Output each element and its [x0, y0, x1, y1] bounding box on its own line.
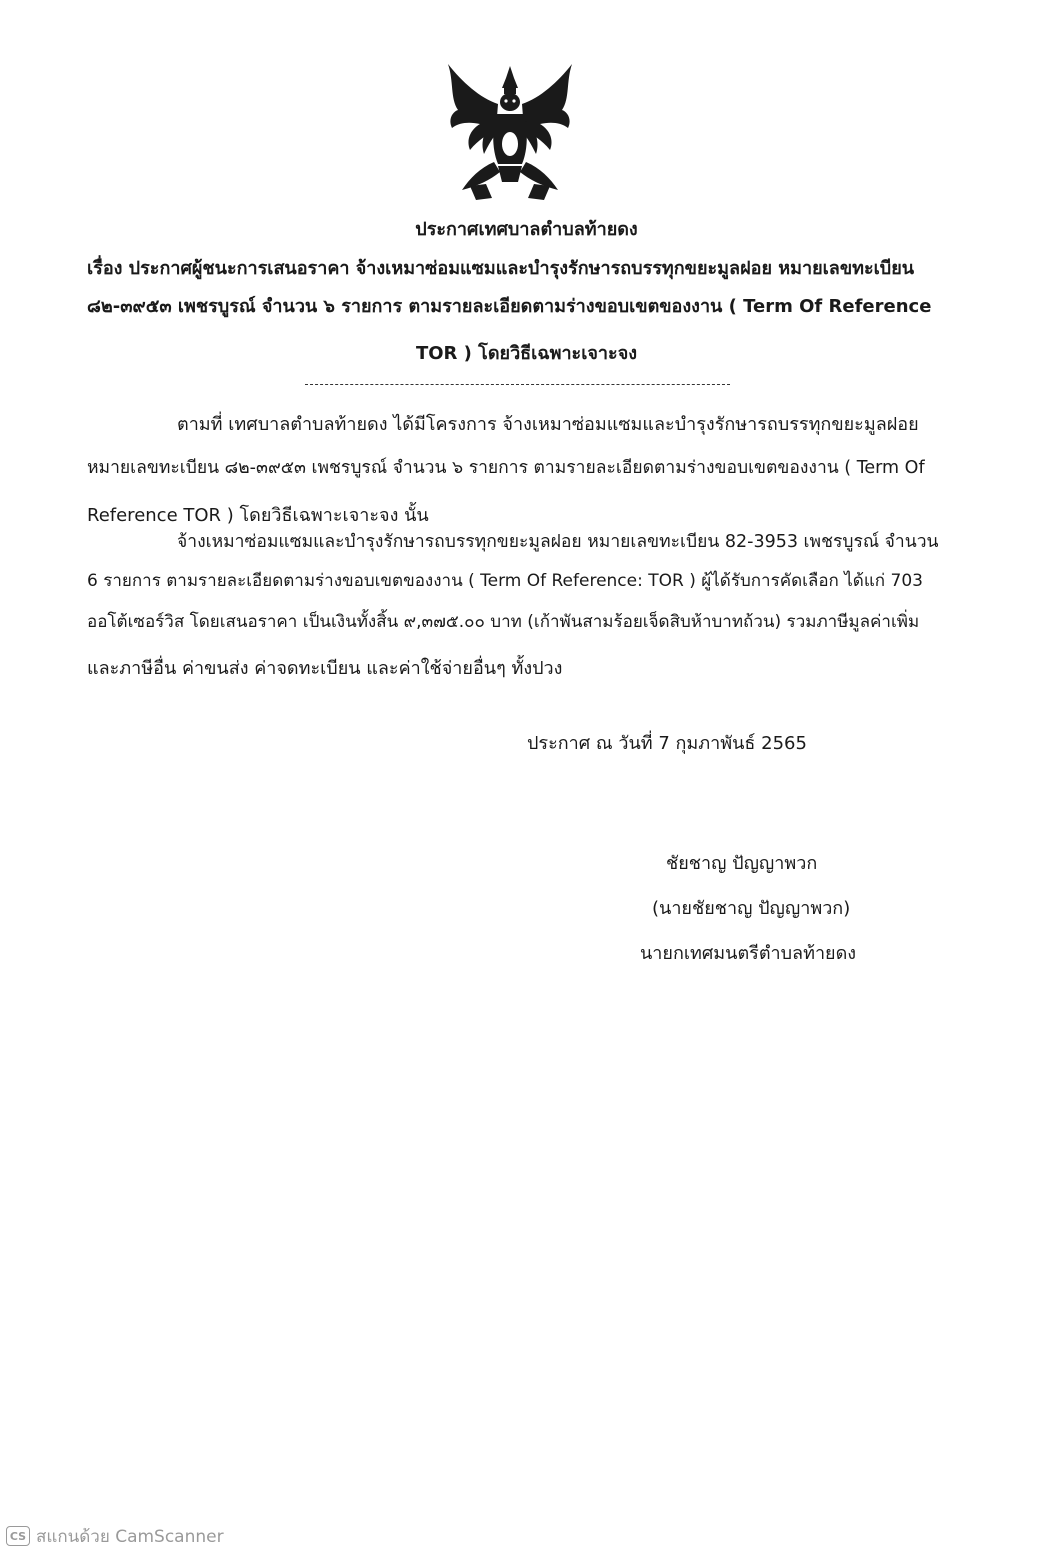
- camscanner-text: สแกนด้วย CamScanner: [36, 1526, 224, 1547]
- announcement-date: ประกาศ ณ วันที่ 7 กุมภาพันธ์ 2565: [527, 733, 807, 754]
- subject-line-1: เรื่อง ประกาศผู้ชนะการเสนอราคา จ้างเหมาซ่อมแซมและบำรุงรักษารถบรรทุกขยะมูลฝอย หมายเลขทะเบียน: [87, 258, 915, 279]
- camscanner-logo-icon: CS: [6, 1526, 30, 1546]
- office-title: ประกาศเทศบาลตำบลท้ายดง: [415, 219, 638, 240]
- paragraph2-line-3: ออโต้เซอร์วิส โดยเสนอราคา เป็นเงินทั้งสิ้น ๙,๓๗๕.๐๐ บาท (เก้าพันสามร้อยเจ็ดสิบห้าบาทถ้วน) รวมภาษีมูลค่าเพิ่ม: [87, 612, 920, 632]
- garuda-emblem-icon: [440, 58, 580, 203]
- paragraph1-line-2: หมายเลขทะเบียน ๘๒-๓๙๕๓ เพชรบูรณ์ จำนวน ๖ รายการ ตามรายละเอียดตามร่างขอบเขตของงาน ( Term Of: [87, 458, 925, 478]
- signer-full-name: (นายชัยชาญ ปัญญาพวก): [652, 898, 851, 919]
- subject-line-2: ๘๒-๓๙๕๓ เพชรบูรณ์ จำนวน ๖ รายการ ตามรายละเอียดตามร่างขอบเขตของงาน ( Term Of Reference: [87, 296, 932, 317]
- paragraph1-line-3: Reference TOR ) โดยวิธีเฉพาะเจาะจง นั้น: [87, 505, 429, 526]
- paragraph2-line-4: และภาษีอื่น ค่าขนส่ง ค่าจดทะเบียน และค่าใช้จ่ายอื่นๆ ทั้งปวง: [87, 658, 563, 679]
- paragraph2-line-1: จ้างเหมาซ่อมแซมและบำรุงรักษารถบรรทุกขยะมูลฝอย หมายเลขทะเบียน 82-3953 เพชรบูรณ์ จำนวน: [177, 532, 939, 552]
- camscanner-watermark: [6, 1524, 224, 1548]
- paragraph2-line-2: 6 รายการ ตามรายละเอียดตามร่างขอบเขตของงาน ( Term Of Reference: TOR ) ผู้ได้รับการคัดเลือก ได้แก่ 703: [87, 571, 923, 591]
- subject-line-3: TOR ) โดยวิธีเฉพาะเจาะจง: [415, 343, 638, 364]
- signer-title: นายกเทศมนตรีตำบลท้ายดง: [640, 943, 857, 964]
- separator-line: [305, 384, 730, 385]
- signature-name: ชัยชาญ ปัญญาพวก: [666, 853, 818, 874]
- paragraph1-line-1: ตามที่ เทศบาลตำบลท้ายดง ได้มีโครงการ จ้างเหมาซ่อมแซมและบำรุงรักษารถบรรทุกขยะมูลฝอย: [177, 414, 919, 435]
